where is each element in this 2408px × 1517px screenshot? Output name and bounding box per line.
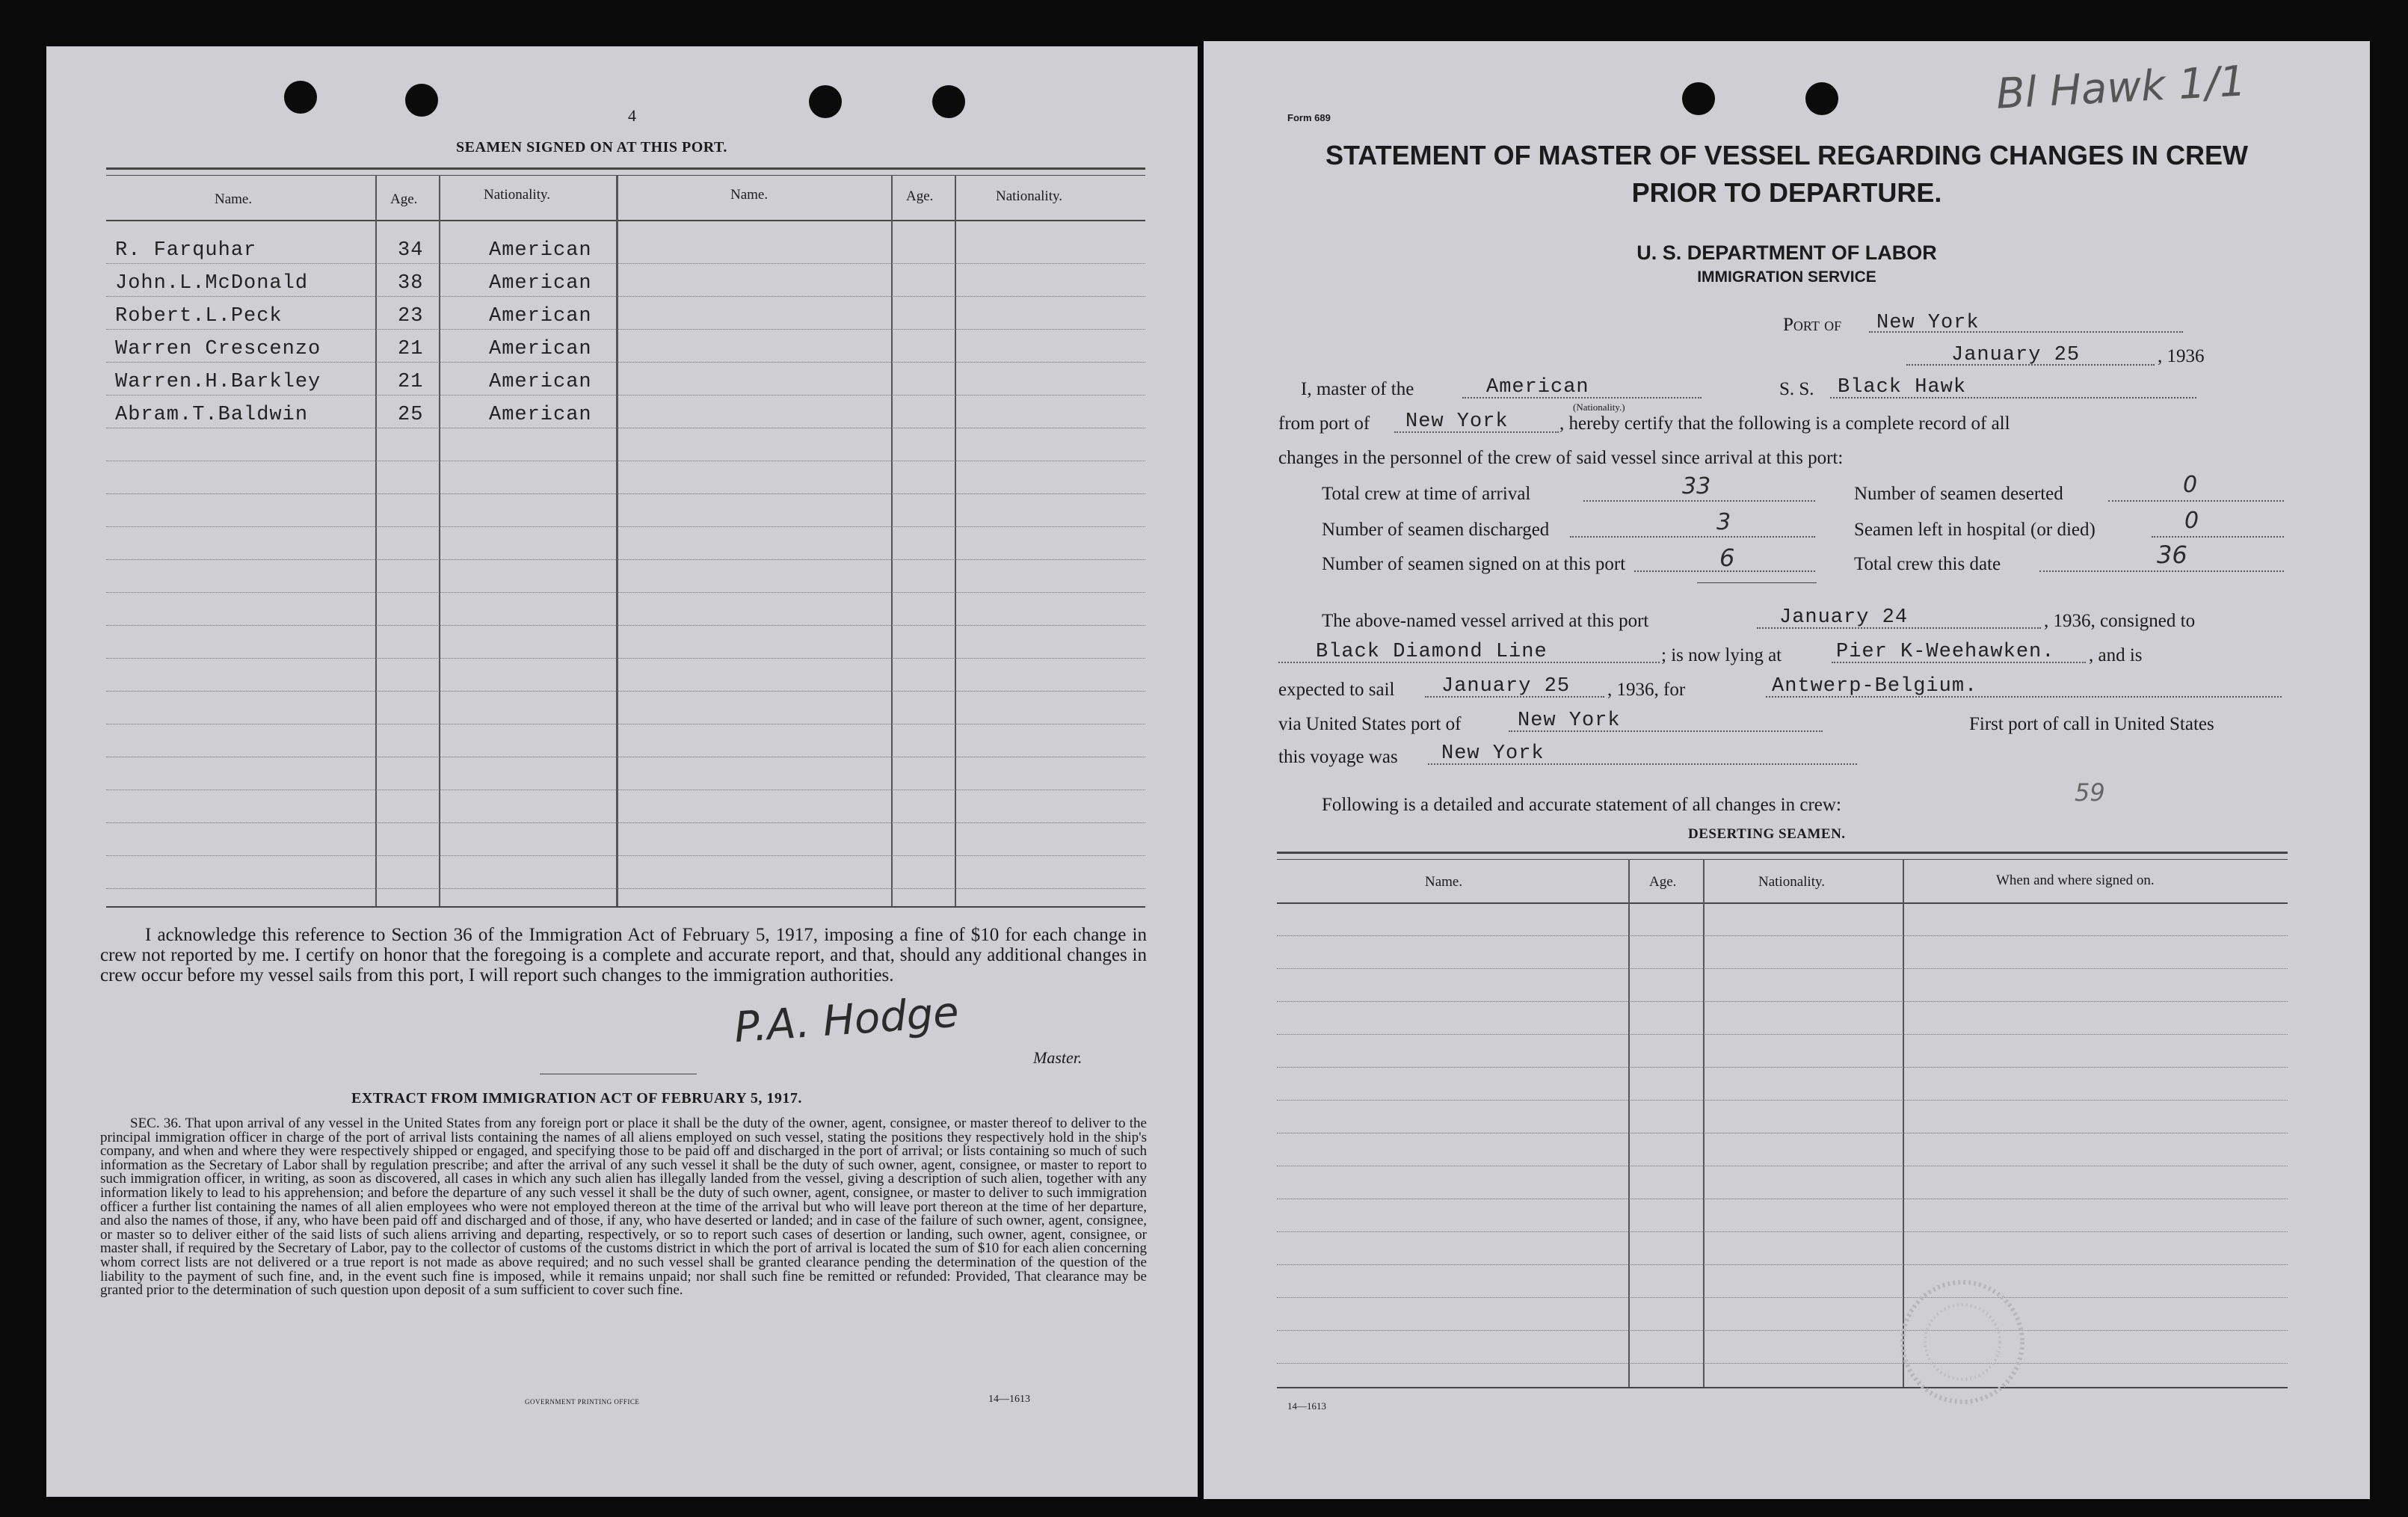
seaman-age: 25 [398,404,424,426]
row-rule [1277,1297,2288,1298]
form-title-line2: PRIOR TO DEPARTURE. [1631,177,1942,208]
row-rule [106,822,1145,823]
for-label: , 1936, for [1607,680,1686,700]
master-signature: P.A. Hodge [733,988,961,1053]
fill-line [1462,397,1702,399]
hospital-label: Seamen left in hospital (or died) [1854,520,2096,540]
column-divider [1628,859,1630,1387]
seaman-age: 38 [398,272,424,295]
seaman-age: 34 [398,239,424,262]
total-arrival-value: 33 [1682,473,1711,499]
table-header-rule [106,220,1145,221]
deserted-value: 0 [2183,472,2198,498]
nationality-value: American [1486,376,1589,399]
ship-name: Black Hawk [1838,376,1967,399]
discharged-label: Number of seamen discharged [1322,520,1550,540]
and-is-text: , and is [2089,645,2143,665]
row-rule [1277,1001,2288,1002]
seaman-age: 23 [398,305,424,327]
column-header-when-where: When and where signed on. [1996,873,2155,888]
column-divider [616,175,618,906]
fill-line [1906,364,2155,366]
seaman-name: John.L.McDonald [115,272,309,295]
seaman-name: Warren.H.Barkley [115,371,321,393]
seaman-age: 21 [398,338,424,360]
row-rule [1277,1231,2288,1232]
row-rule [1277,1363,2288,1364]
first-call-label: First port of call in United States [1969,714,2214,734]
expected-label: expected to sail [1278,680,1395,700]
column-header-nationality: Nationality. [484,187,550,203]
deserted-label: Number of seamen deserted [1854,484,2063,504]
table-top-rule [106,167,1145,170]
fill-line [1766,696,2282,698]
sum-rule [1697,582,1817,583]
port-label: Port of [1783,315,1842,335]
seaman-name: Abram.T.Baldwin [115,404,309,426]
date-year: , 1936 [2158,346,2205,366]
row-rule [1277,968,2288,969]
voyage-label: this voyage was [1278,747,1398,767]
following-text: Following is a detailed and accurate statement of all changes in crew: [1322,795,1841,815]
form-code: 14—1613 [988,1394,1030,1405]
faint-stamp-icon [1891,1267,2033,1417]
row-rule [1277,1100,2288,1101]
table-top-rule [1277,852,2288,854]
row-rule [1277,1330,2288,1331]
column-header-name: Name. [215,191,253,207]
row-rule [1277,1034,2288,1035]
row-rule [106,362,1145,363]
column-header-nationality: Nationality. [1758,874,1825,890]
service: IMMIGRATION SERVICE [1697,268,1876,286]
total-date-label: Total crew this date [1854,554,2001,574]
arrived-value: January 24 [1779,606,1909,629]
table-header-rule [1277,902,2288,904]
seaman-nationality: American [489,305,592,327]
port-value: New York [1876,312,1980,334]
corner-note: Bl Hawk 1/1 [1995,57,2247,119]
row-rule [1277,1198,2288,1199]
row-rule [106,559,1145,560]
fill-line [2152,536,2284,538]
column-header-name: Name. [730,187,769,203]
nationality-caption: (Nationality.) [1573,401,1625,413]
fill-line [1830,397,2196,399]
right-page [1204,41,2370,1499]
total-arrival-label: Total crew at time of arrival [1322,484,1531,504]
fill-line [1869,331,2183,333]
row-rule [1277,1067,2288,1068]
row-rule [106,493,1145,494]
column-divider [1703,859,1705,1387]
arrived-label: The above-named vessel arrived at this port [1322,611,1649,631]
seaman-nationality: American [489,338,592,360]
column-divider [375,175,377,906]
date-value: January 25 [1951,344,2081,366]
seaman-name: Robert.L.Peck [115,305,283,327]
column-header-age: Age. [1649,874,1677,890]
from-port-value: New York [1405,410,1509,433]
fill-line [2039,570,2284,572]
table-bottom-rule [1277,1387,2288,1388]
fill-line [1634,570,1815,572]
via-label: via United States port of [1278,714,1462,734]
row-rule [106,329,1145,330]
extract-title: EXTRACT FROM IMMIGRATION ACT OF FEBRUARY 5, 1917. [351,1090,802,1107]
form-title-line1: STATEMENT OF MASTER OF VESSEL REGARDING CHANGES IN CREW [1325,140,2249,170]
row-rule [106,625,1145,626]
total-date-value: 36 [2157,541,2187,569]
row-rule [106,691,1145,692]
column-header-age: Age. [390,191,418,207]
department: U. S. DEPARTMENT OF LABOR [1636,241,1937,264]
punch-hole [1682,82,1715,115]
seaman-age: 21 [398,371,424,393]
row-rule [1277,935,2288,936]
lying-label: ; is now lying at [1661,645,1782,665]
ss-label: S. S. [1779,379,1814,399]
row-rule [106,855,1145,856]
column-header-age: Age. [906,188,934,204]
column-divider [439,175,440,906]
row-rule [106,395,1145,396]
row-rule [106,592,1145,593]
form-number: Form 689 [1287,112,1331,123]
seaman-nationality: American [489,404,592,426]
fill-line [1509,730,1823,732]
consigned-label: , 1936, consigned to [2044,611,2196,631]
via-value: New York [1518,710,1621,732]
row-rule [106,263,1145,264]
signed-on-label: Number of seamen signed on at this port [1322,554,1626,574]
master-of-label: I, master of the [1301,379,1414,399]
column-divider [955,175,956,906]
fill-line [1394,431,1559,433]
hospital-value: 0 [2184,508,2199,534]
column-header-nationality: Nationality. [996,188,1062,204]
fill-line [1832,662,2086,663]
seaman-name: Warren Crescenzo [115,338,321,360]
punch-hole [405,84,438,117]
table-top-rule [1277,859,2288,860]
fill-line [2108,500,2284,502]
fill-line [1757,627,2041,629]
punch-hole [1805,82,1838,115]
left-page [46,46,1198,1497]
changes-text: changes in the personnel of the crew of said vessel since arrival at this port: [1278,448,1844,468]
voyage-value: New York [1441,742,1545,765]
seaman-nationality: American [489,371,592,393]
fill-line [1570,536,1815,538]
certify-text: , hereby certify that the following is a complete record of all [1559,413,2010,434]
seaman-nationality: American [489,272,592,295]
punch-hole [932,85,965,118]
row-rule [106,658,1145,659]
form-code: 14—1613 [1287,1400,1326,1412]
column-divider [891,175,893,906]
fill-line [1428,763,1857,765]
punch-hole [284,81,317,114]
table-bottom-rule [106,906,1145,908]
fill-line [1583,500,1815,502]
row-rule [106,526,1145,527]
expected-value: January 25 [1441,675,1571,698]
from-port-label: from port of [1278,413,1370,434]
section-title: SEAMEN SIGNED ON AT THIS PORT. [456,139,727,156]
column-header-name: Name. [1425,874,1463,890]
signature-role: Master. [1033,1048,1083,1067]
consignee-value: Black Diamond Line [1316,641,1548,663]
signed-on-value: 6 [1719,544,1735,572]
fill-line [1425,696,1604,698]
row-rule [106,888,1145,889]
lying-value: Pier K-Weehawken. [1836,641,2055,663]
seaman-nationality: American [489,239,592,262]
destination-value: Antwerp-Belgium. [1772,675,1978,698]
margin-mark: 59 [2075,778,2105,807]
deserting-title: DESERTING SEAMEN. [1688,826,1846,842]
page-number: 4 [628,106,636,125]
table-top-rule [106,175,1145,176]
seaman-name: R. Farquhar [115,239,257,262]
row-rule [106,296,1145,297]
acknowledgment-text: I acknowledge this reference to Section 36 of the Immigration Act of February 5, 1917, imposing a fine of $10 for each change in crew not reported by me. I certify on honor that the foregoing is a complete and accurate report, and that, should any additional changes in crew occur before my vessel sails from this port, I will report such changes to the immigration authorities. [100,925,1147,985]
fill-line [1278,662,1660,663]
printer-note: GOVERNMENT PRINTING OFFICE [525,1398,640,1406]
row-rule [1277,1264,2288,1265]
discharged-value: 3 [1716,509,1731,535]
extract-text: SEC. 36. That upon arrival of any vessel in the United States from any foreign port or place it shall be the duty of the owner, agent, consignee, or master thereof to deliver to the principal immigration officer in charge of the port of arrival lists containing the names of all aliens employed on such vessel, stating the positions they respectively hold in the ship's company, and when and where they were respectively shipped or engaged, and specifying those to be paid off and discharged in the port of arrival; or lists containing so much of such information as the Secretary of Labor shall by regulation prescribe; and after the arrival of any such vessel it shall be the duty of such owner, agent, consignee, or master to report to such immigration officer, in writing, as soon as discovered, all cases in which any such alien has illegally landed from the vessel, giving a description of such alien, together with any information likely to lead to his apprehension; and before the departure of any such vessel it shall be the duty of such owner, agent, consignee, or master to deliver to such immigration officer a further list containing the names of all alien employees who were not employed thereon at the time of the arrival but who will leave port thereon at the time of her departure, and also the names of those, if any, who have been paid off and discharged and of those, if any, who have deserted or landed; and in case of the failure of such owner, agent, consignee, or master so to deliver either of the said lists of such aliens arriving and departing, respectively, or so to report such cases of desertion or landing, such owner, agent, consignee, or master shall, if required by the Secretary of Labor, pay to the collector of customs of the customs district in which the port of arrival is located the sum of $10 for each alien concerning whom correct lists are not delivered or a true report is not made as above required; and no such vessel shall be granted clearance pending the determination of the question of the liability to the payment of such fine, and, in the event such fine is imposed, while it remains unpaid; nor shall such fine be remitted or refunded: Provided, That clearance may be granted prior to the determination of such question upon deposit of a sum sufficient to cover such fine. [100,1116,1147,1299]
punch-hole [809,85,842,118]
